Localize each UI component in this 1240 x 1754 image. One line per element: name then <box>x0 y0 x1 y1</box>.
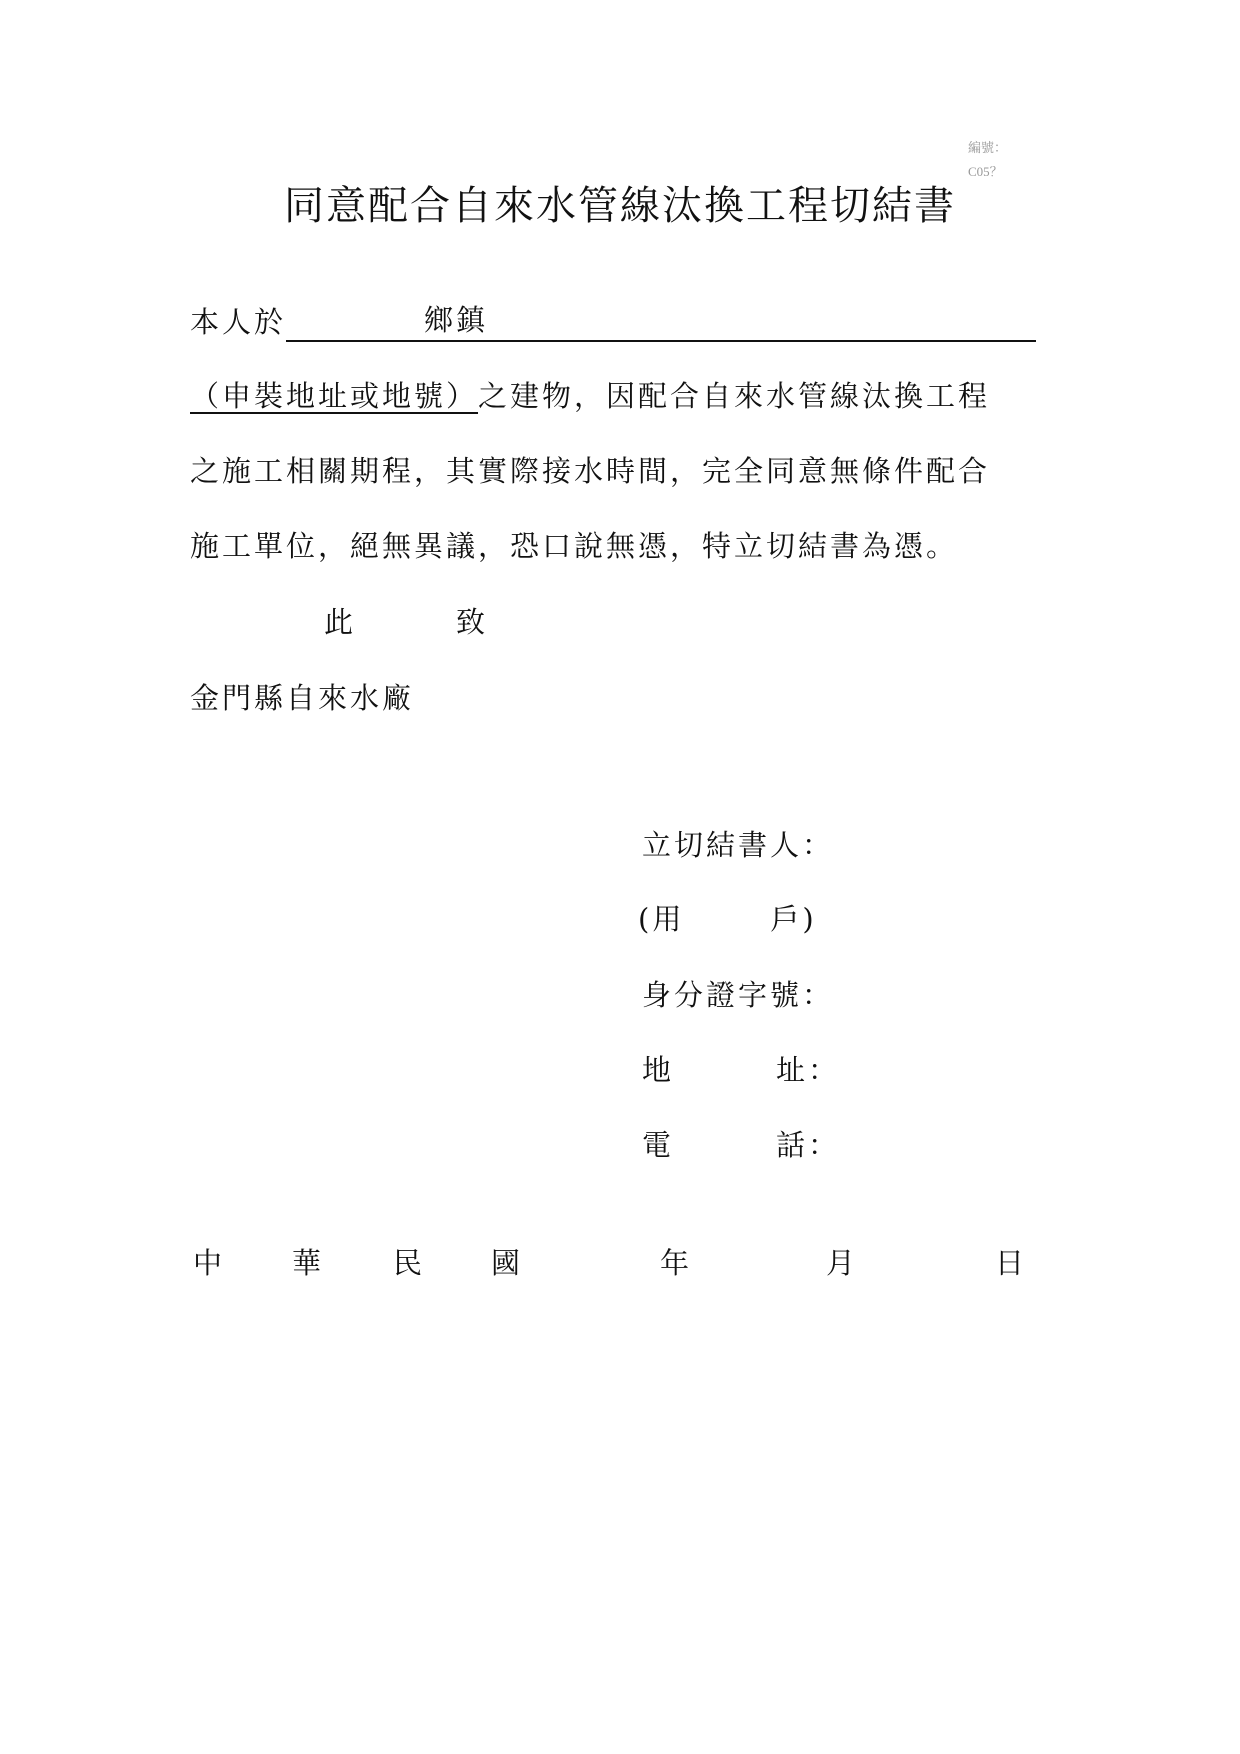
township-label: 鄉鎮 <box>424 303 489 337</box>
date-year-label: 年 <box>660 1246 690 1280</box>
page-title: 同意配合自來水管線汰換工程切結書 <box>284 183 956 229</box>
user-label <box>638 899 817 939</box>
paragraph-line-3: 施工單位，絕無異議，恐口說無憑，特立切結書為憑。 <box>190 529 959 563</box>
address-placeholder: （申裝地址或地號） <box>190 379 479 413</box>
salutation <box>324 602 488 642</box>
intro-line <box>190 302 1036 342</box>
intro-prefix: 本人於 <box>190 305 287 339</box>
phone-label <box>642 1125 840 1165</box>
phone-label-a: 電 <box>642 1128 675 1162</box>
township-blank[interactable] <box>286 304 1036 342</box>
date-char-guo: 國 <box>491 1246 521 1280</box>
paragraph-line-2: 之施工相關期程，其實際接水時間，完全同意無條件配合 <box>190 454 991 488</box>
address-label-a: 地 <box>642 1053 675 1087</box>
signer-label: 立切結書人： <box>642 828 835 862</box>
date-char-hua: 華 <box>292 1246 322 1280</box>
date-day-label: 日 <box>995 1246 1025 1280</box>
recipient: 金門縣自來水廠 <box>190 681 415 715</box>
serial-label: 編號： <box>968 140 1008 155</box>
date-char-min: 民 <box>393 1246 423 1280</box>
address-label-b: 址： <box>776 1053 841 1087</box>
salutation-word-2: 致 <box>456 605 489 639</box>
id-number-label: 身分證字號： <box>642 978 835 1012</box>
date-char-zhong: 中 <box>193 1246 223 1280</box>
paragraph-line-1 <box>190 376 990 416</box>
serial-code: C05？ <box>968 164 1003 179</box>
user-label-close: 戶) <box>770 902 817 936</box>
date-month-label: 月 <box>826 1246 856 1280</box>
phone-label-b: 話： <box>776 1128 841 1162</box>
user-label-open: (用 <box>638 902 685 936</box>
salutation-word-1: 此 <box>324 605 357 639</box>
paragraph-line-1-rest: 之建物，因配合自來水管線汰換工程 <box>478 379 991 413</box>
address-label <box>642 1050 840 1090</box>
